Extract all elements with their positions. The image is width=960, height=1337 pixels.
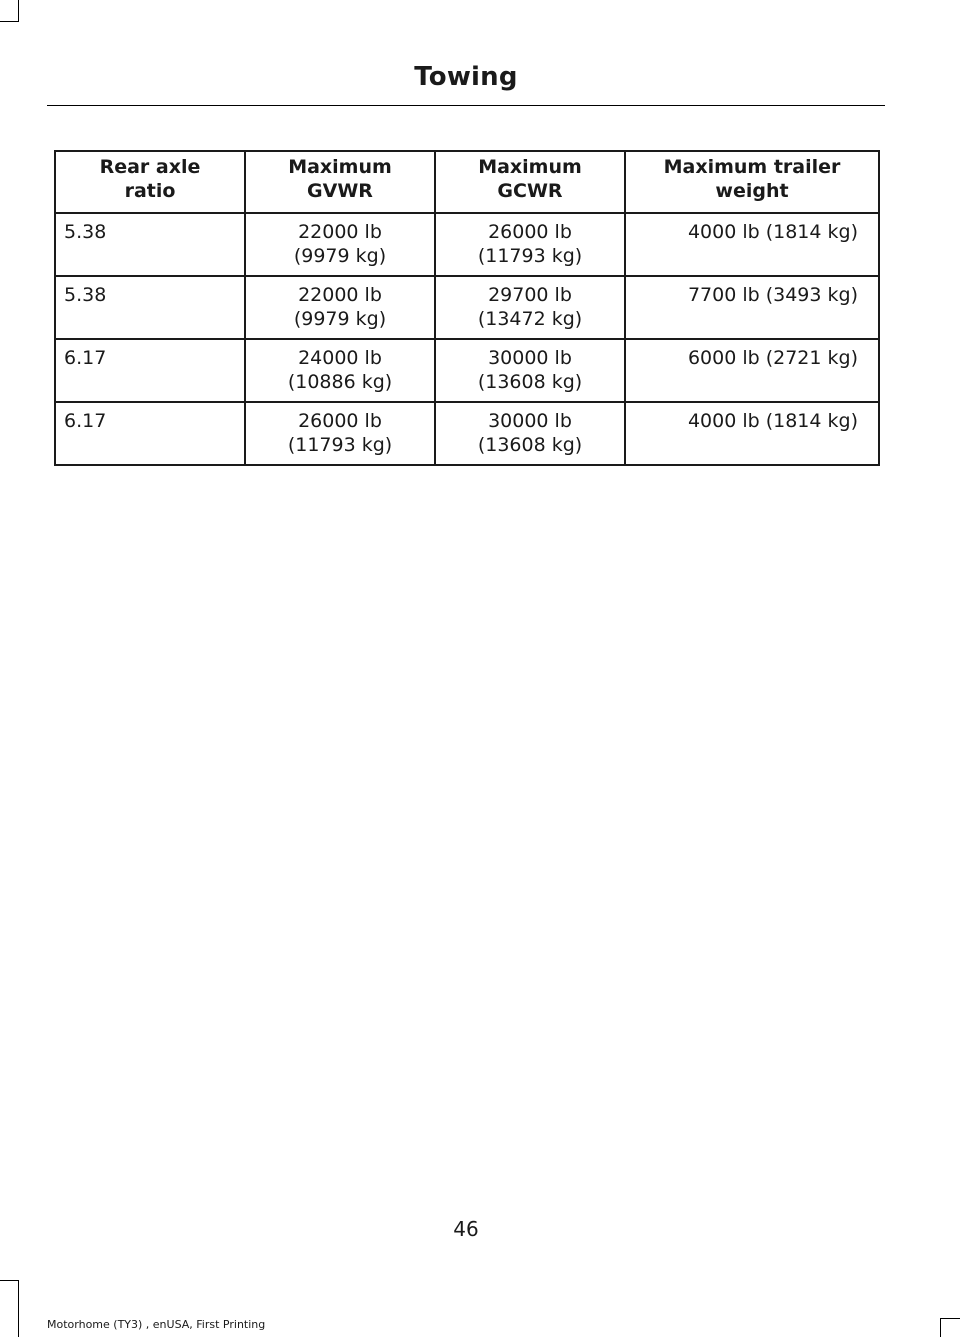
publication-footer: Motorhome (TY3) , enUSA, First Printing: [47, 1318, 266, 1331]
column-header-maximum-trailer-weight: Maximum trailer weight: [625, 151, 879, 213]
cell-maximum-trailer-weight: 4000 lb (1814 kg): [625, 213, 879, 276]
page-number: 46: [453, 1217, 479, 1241]
cell-maximum-gcwr: 30000 lb (13608 kg): [435, 402, 625, 465]
cell-maximum-gvwr: 26000 lb (11793 kg): [245, 402, 435, 465]
crop-mark-bottom-right-h: [940, 1318, 960, 1319]
cell-rear-axle-ratio: 5.38: [55, 213, 245, 276]
cell-maximum-trailer-weight: 4000 lb (1814 kg): [625, 402, 879, 465]
cell-maximum-gcwr: 29700 lb (13472 kg): [435, 276, 625, 339]
cell-maximum-gvwr: 24000 lb (10886 kg): [245, 339, 435, 402]
cell-maximum-gvwr: 22000 lb (9979 kg): [245, 276, 435, 339]
table-row: [55, 276, 879, 339]
cell-rear-axle-ratio: 6.17: [55, 339, 245, 402]
cell-maximum-trailer-weight: 7700 lb (3493 kg): [625, 276, 879, 339]
column-header-maximum-gvwr: Maximum GVWR: [245, 151, 435, 213]
page-title: Towing: [414, 62, 518, 92]
crop-mark-top-left-v: [18, 0, 19, 22]
table-row: [55, 213, 879, 276]
towing-table: [54, 150, 880, 466]
cell-maximum-trailer-weight: 6000 lb (2721 kg): [625, 339, 879, 402]
cell-maximum-gcwr: 26000 lb (11793 kg): [435, 213, 625, 276]
header-rule: [47, 105, 885, 106]
crop-mark-bottom-left-v: [18, 1280, 19, 1337]
cell-maximum-gvwr: 22000 lb (9979 kg): [245, 213, 435, 276]
cell-rear-axle-ratio: 6.17: [55, 402, 245, 465]
column-header-rear-axle-ratio: Rear axle ratio: [55, 151, 245, 213]
crop-mark-bottom-left-h: [0, 1280, 19, 1281]
cell-rear-axle-ratio: 5.38: [55, 276, 245, 339]
crop-mark-top-left-h: [0, 21, 19, 22]
crop-mark-bottom-right-v: [940, 1318, 941, 1337]
cell-maximum-gcwr: 30000 lb (13608 kg): [435, 339, 625, 402]
table-row: [55, 402, 879, 465]
column-header-maximum-gcwr: Maximum GCWR: [435, 151, 625, 213]
table-row: [55, 339, 879, 402]
table-header-row: [55, 151, 879, 213]
